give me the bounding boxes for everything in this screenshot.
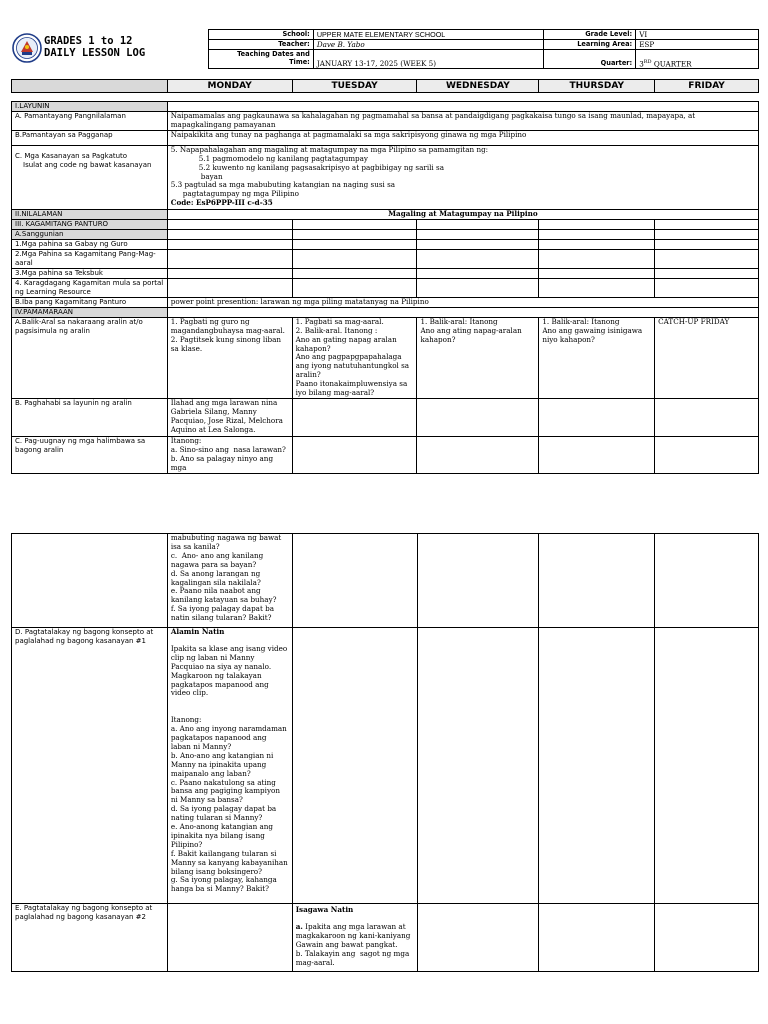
pagtatalakay-1-monday — [167, 628, 292, 904]
learning-area-value: ESP — [636, 40, 759, 50]
paghahabi-fri — [655, 398, 759, 436]
school-value: UPPER MATE ELEMENTARY SCHOOL — [313, 30, 544, 40]
iba-pang-label: B.Iba pang Kagamitang Panturo — [12, 297, 168, 307]
sanggunian-mon — [167, 229, 292, 239]
dates-label-line2: Time: — [289, 58, 310, 66]
iba-pang-value: power point presention: larawan ng mga piling matatanyag na Pilipino — [167, 297, 758, 307]
kasanayan-label-line2: Isulat ang code ng bawat kasanayan — [23, 160, 152, 169]
e-wed — [417, 904, 539, 972]
gabay-label: 1.Mga pahina sa Gabay ng Guro — [12, 239, 168, 249]
kasanayan-value — [167, 145, 758, 209]
d-fri — [655, 628, 759, 904]
quarter-number: 3 — [639, 59, 644, 68]
paghahabi-label: B. Paghahabi sa layunin ng aralin — [12, 398, 168, 436]
section-layunin: I.LAYUNIN — [12, 102, 168, 112]
form-title-line2: DAILY LESSON LOG — [44, 47, 146, 59]
nilalaman-value: Magaling at Matagumpay na Pilipino — [167, 209, 758, 219]
e-thu — [539, 904, 655, 972]
grade-level-value: VI — [636, 30, 759, 40]
paghahabi-thu — [539, 398, 655, 436]
day-header-thursday: THURSDAY — [539, 80, 655, 93]
kagamitan-wed — [417, 219, 539, 229]
kagamitan-fri — [655, 219, 759, 229]
isagawa-natin-body — [296, 923, 414, 968]
gabay-wed — [417, 239, 539, 249]
sanggunian-fri — [655, 229, 759, 239]
pagtatalakay-1-label: D. Pagtatalakay ng bagong konsepto at paglalahad ng bagong kasanayan #1 — [12, 628, 168, 904]
pamantayan-label: A. Pamantayang Pangnilalaman — [12, 112, 168, 131]
sanggunian-thu — [539, 229, 655, 239]
kagamitan-thu — [539, 219, 655, 229]
deped-seal-logo — [12, 32, 42, 64]
paghahabi-tue — [292, 398, 417, 436]
balik-aral-wednesday: 1. Balik-aral: Itanong Ano ang ating napag-aralan kahapon? — [417, 317, 539, 398]
kasanayan-line2: 5.1 pagmomodelo ng kanilang pagtatagumpay — [198, 153, 368, 163]
balik-aral-thursday: 1. Balik-aral: Itanong Ano ang gawaing isinigawa niyo kahapon? — [539, 317, 655, 398]
karagdagang-mon — [167, 278, 292, 297]
school-label: School: — [209, 30, 314, 40]
sanggunian-tue — [292, 229, 417, 239]
dates-label — [209, 50, 314, 69]
section-pamamaraan: IV.PAMAMARAAN — [12, 307, 168, 317]
learning-area-label: Learning Area: — [544, 40, 636, 50]
grade-level-label: Grade Level: — [544, 30, 636, 40]
d-thu — [539, 628, 655, 904]
kasanayan-label-line1: C. Mga Kasanayan sa Pagkatuto — [15, 151, 128, 160]
balik-aral-friday: CATCH-UP FRIDAY — [655, 317, 759, 398]
karagdagang-label: 4. Karagdagang Kagamitan mula sa portal ng Learning Resource — [12, 278, 168, 297]
pagtatalakay-2-tuesday — [292, 904, 417, 972]
form-title-line1: GRADES 1 to 12 — [44, 35, 133, 47]
day-header-tuesday: TUESDAY — [292, 80, 417, 93]
pagtatalakay-2-label: E. Pagtatalakay ng bagong konsepto at paglalahad ng bagong kasanayan #2 — [12, 904, 168, 972]
teksbuk-tue — [292, 268, 417, 278]
cont-wed — [417, 534, 539, 628]
pang-mag-aaral-fri — [655, 249, 759, 268]
isagawa-item-a: a. — [295, 921, 303, 931]
teksbuk-label: 3.Mga pahina sa Teksbuk — [12, 268, 168, 278]
layunin-blank — [167, 102, 758, 112]
pang-mag-aaral-tue — [292, 249, 417, 268]
sanggunian-wed — [417, 229, 539, 239]
kasanayan-line5: 5.3 pagtulad sa mga mabubuting katangian na naging susi sa — [170, 180, 396, 190]
header-info-table — [208, 29, 759, 69]
section-kagamitan: III. KAGAMITANG PANTURO — [12, 219, 168, 229]
cont-fri — [655, 534, 759, 628]
pag-uugnay-label: C. Pag-uugnay ng mga halimbawa sa bagong aralin — [12, 436, 168, 473]
sanggunian-label: A.Sanggunian — [12, 229, 168, 239]
pag-uugnay-monday: Itanong: a. Sino-sino ang nasa larawan? b. Ano sa palagay ninyo ang mga — [167, 436, 292, 473]
kasanayan-line1: 5. Napapahalagahan ang magaling at matagumpay na mga Pilipino sa pamamgitan ng: — [170, 145, 489, 154]
pag-uugnay-wed — [417, 436, 539, 473]
d-wed — [417, 628, 539, 904]
gabay-fri — [655, 239, 759, 249]
cont-tue — [292, 534, 417, 628]
gabay-thu — [539, 239, 655, 249]
teacher-label: Teacher: — [209, 40, 314, 50]
gabay-tue — [292, 239, 417, 249]
gabay-mon — [167, 239, 292, 249]
pag-uugnay-thu — [539, 436, 655, 473]
lesson-log-table-page2 — [11, 533, 759, 972]
isagawa-natin-title: Isagawa Natin — [295, 905, 354, 914]
karagdagang-wed — [417, 278, 539, 297]
quarter-value — [636, 50, 759, 69]
paghahabi-wed — [417, 398, 539, 436]
pang-mag-aaral-wed — [417, 249, 539, 268]
day-header-monday: MONDAY — [167, 80, 292, 93]
teksbuk-thu — [539, 268, 655, 278]
day-header-blank — [12, 80, 168, 93]
kagamitan-tue — [292, 219, 417, 229]
teksbuk-wed — [417, 268, 539, 278]
alamin-natin-title: Alamin Natin — [170, 627, 225, 636]
teksbuk-fri — [655, 268, 759, 278]
balik-aral-monday: 1. Pagbati ng guro ng magandangbuhaysa mag-aaral. 2. Pagtitsek kung sinong liban sa klase. — [167, 317, 292, 398]
karagdagang-tue — [292, 278, 417, 297]
pag-uugnay-monday-cont: mabubuting nagawa ng bawat isa sa kanila? c. Ano- ano ang kanilang nagawa para sa bayan? d. Sa anong larangan ng kagalingan sila nakilala? e. Paano nila naabot ang kanilang katayuan sa buhay? f. Sa iyong palagay dapat ba natin silang tularan? Bakit? — [167, 534, 292, 628]
karagdagang-thu — [539, 278, 655, 297]
isagawa-text: Ipakita ang mga larawan at magkakaroon ng kani-kaniyang Gawain ang bawat pangkat. b. Talakayin ang sagot ng mga mag-aaral. — [295, 921, 411, 967]
balik-aral-label: A.Balik-Aral sa nakaraang aralin at/o pagsisimula ng aralin — [12, 317, 168, 398]
pagganap-value: Naipakikita ang tunay na paghanga at pagmamalaki sa mga sakripisyong ginawa ng mga Pilipino — [167, 130, 758, 145]
quarter-suffix: RD — [643, 58, 652, 65]
quarter-text: QUARTER — [651, 59, 692, 68]
pamamaraan-blank — [167, 307, 758, 317]
e-mon — [167, 904, 292, 972]
e-fri — [655, 904, 759, 972]
paghahabi-monday: Ilahad ang mga larawan nina Gabriela Silang, Manny Pacquiao, Jose Rizal, Melchora Aquino at Lea Salonga. — [167, 398, 292, 436]
pamantayan-value: Naipamamalas ang pagkaunawa sa kahalagahan ng pagmamahal sa bansa at pandaigdigang pagkakaisa tungo sa isang maunlad, mapayapa, at mapagkalingang pamayanan — [167, 112, 758, 131]
pang-mag-aaral-thu — [539, 249, 655, 268]
quarter-label: Quarter: — [544, 50, 636, 69]
lesson-log-table-page1 — [11, 79, 759, 474]
kasanayan-line6: pagtatagumpay ng mga Pilipino — [182, 189, 299, 199]
teacher-value: Dave B. Yabo — [313, 40, 544, 50]
day-header-wednesday: WEDNESDAY — [417, 80, 539, 93]
kasanayan-label — [12, 145, 168, 209]
pag-uugnay-fri — [655, 436, 759, 473]
alamin-natin-body: Ipakita sa klase ang isang video clip ng laban ni Manny Pacquiao na siya ay nanalo. Magkaroon ng talakayan pagkatapos mapanood ang video clip. Itanong: a. Ano ang inyong naramdaman pagkatapos napanood ang laban ni Manny? b. Ano-ano ang katangian ni Manny na ipinakita upang maipanalo ang laban? c. Paano nakatulong sa ating bansa ang pagiging kampiyon ni Manny sa bansa? d. Sa iyong palagay dapat ba nating tularan si Manny? e. Ano-anong katangian ang ipinakita nya bilang isang Pilipino? f. Bakit kailangang tularan si Manny sa kanyang kabayanihan bilang isang boksingero? g. Sa iyong palagay, kahanga hanga ba si Manny? Bakit? — [170, 643, 288, 894]
cont-label — [12, 534, 168, 628]
pang-mag-aaral-label: 2.Mga Pahina sa Kagamitang Pang-Mag-aaral — [12, 249, 168, 268]
kasanayan-line3: 5.2 kuwento ng kanilang pagsasakripisyo at pagbibigay ng sarili sa — [198, 162, 444, 172]
teksbuk-mon — [167, 268, 292, 278]
pag-uugnay-tue — [292, 436, 417, 473]
section-nilalaman: II.NILALAMAN — [12, 209, 168, 219]
pagganap-label: B.Pamantayan sa Pagganap — [12, 130, 168, 145]
karagdagang-fri — [655, 278, 759, 297]
day-header-friday: FRIDAY — [655, 80, 759, 93]
kagamitan-mon — [167, 219, 292, 229]
pang-mag-aaral-mon — [167, 249, 292, 268]
d-tue — [292, 628, 417, 904]
dates-label-line1: Teaching Dates and — [237, 50, 310, 58]
kasanayan-line4: bayan — [200, 171, 223, 181]
balik-aral-tuesday: 1. Pagbati sa mag-aaral. 2. Balik-aral. Itanong : Ano an gating napag aralan kahapon? Ano ang pagpapgpapahalaga ang iyong natutuhantungkol sa aralin? Paano itonakaimpluwensiya sa iyo bilang mag-aaral? — [292, 317, 417, 398]
spacer-row — [12, 93, 759, 102]
dates-value: JANUARY 13-17, 2025 (WEEK 5) — [313, 50, 544, 69]
cont-thu — [539, 534, 655, 628]
kasanayan-code: Code: EsP6PPP-III c-d-35 — [170, 198, 273, 208]
